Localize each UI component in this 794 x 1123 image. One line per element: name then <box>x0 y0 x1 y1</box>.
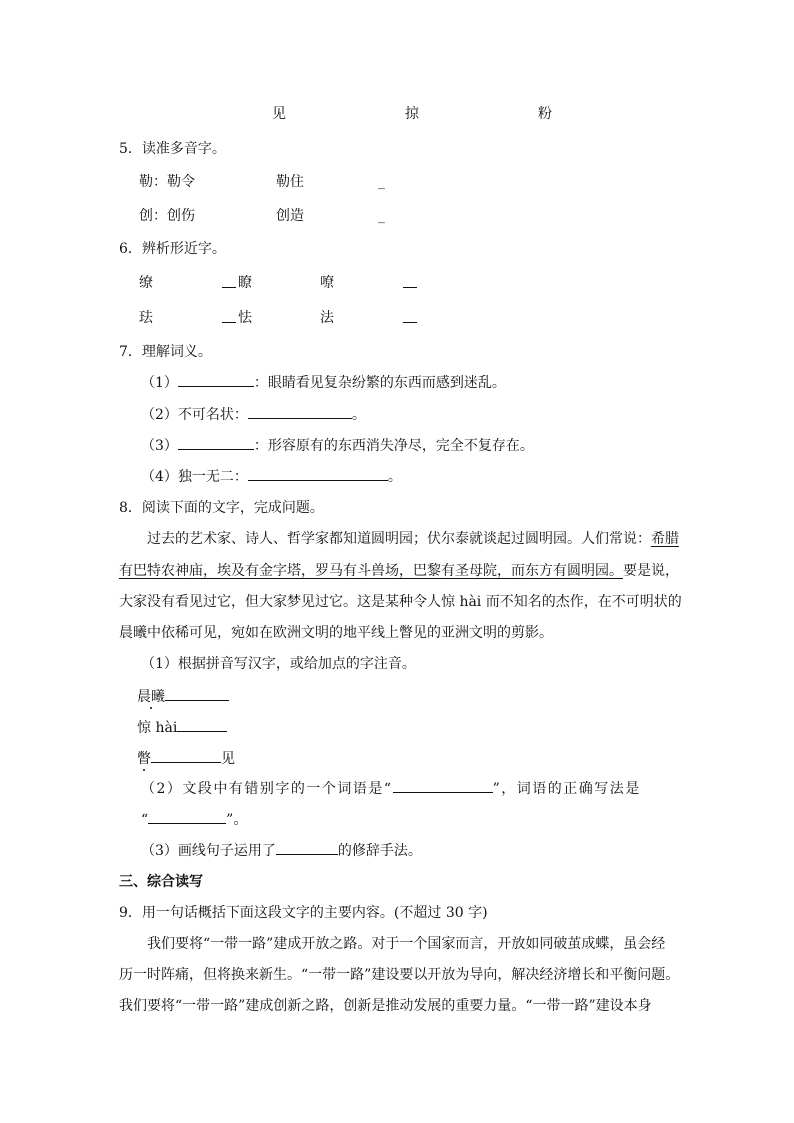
q5-r1-b: 勒住 <box>276 174 304 190</box>
q5-r1-c: _ <box>378 174 385 190</box>
q7-item-1-text: ：眼睛看见复杂纷繁的东西而感到迷乱。 <box>253 375 506 391</box>
top-char-3: 粉 <box>538 106 552 122</box>
q8-word-1-text: 晨曦 <box>137 689 165 705</box>
q8-word-3 <box>137 748 235 769</box>
q5-r1-a: 勒：勒令 <box>139 174 195 190</box>
q8-word-3-end: 见 <box>221 751 235 767</box>
q5-r2-a: 创：创伤 <box>139 208 195 224</box>
q6-r1-b: 瞭 <box>238 275 252 291</box>
q8-sub3-a: （3）画线句子运用了 <box>141 843 276 859</box>
q7-item-3-text: ：形容原有的东西消失净尽，完全不复存在。 <box>253 438 534 454</box>
q8-sub1: （1）根据拼音写汉字，或给加点的字注音。 <box>141 656 416 672</box>
q8-word-1-blank <box>165 686 229 701</box>
q8-word-2-blank <box>177 717 227 732</box>
q9-passage-line-3: 我们要将“一带一路”建成创新之路，创新是推动发展的重要力量。“一带一路”建设本身 <box>119 998 652 1014</box>
q8-word-1 <box>137 686 229 707</box>
q7-item-1 <box>141 372 506 393</box>
q7-item-3-blank <box>178 435 254 450</box>
q8-sub2-blank-2 <box>148 809 226 824</box>
q8-word-2-pinyin: hài <box>155 720 178 736</box>
q8-word-3-blank <box>151 748 221 763</box>
q7-item-2-text: 。 <box>351 407 366 423</box>
q7-item-4 <box>141 466 402 487</box>
q8-word-2 <box>137 717 227 738</box>
top-char-2: 掠 <box>405 106 419 122</box>
q8-p1-underlined: 希腊 <box>651 531 679 547</box>
q8-sub2-b: ”，词语的正确写法是 <box>492 781 641 797</box>
q6-title: 6．辨析形近字。 <box>119 241 226 257</box>
q8-p2-end: 要是说， <box>623 563 679 579</box>
q8-passage-line-4: 晨曦中依稀可见，宛如在欧洲文明的地平线上瞥见的亚洲文明的剪影。 <box>119 625 553 641</box>
q6-r1-c: 嘹 <box>320 275 334 291</box>
q9-title: 9．用一句话概括下面这段文字的主要内容。(不超过 30 字) <box>119 905 488 921</box>
q8-passage-line-3: 大家没有看见过它，但大家梦见过它。这是某种令人惊 hài 而不知名的杰作，在不可明状的 <box>119 594 682 610</box>
top-char-1: 见 <box>272 106 286 122</box>
q7-item-4-blank <box>248 466 388 481</box>
q6-r2-c: 法 <box>320 310 334 326</box>
section-3-heading: 三、综合读写 <box>119 874 203 890</box>
q9-passage-line-2: 历一时阵痛，但将换来新生。“一带一路”建设要以开放为导向，解决经济增长和平衡问题。 <box>119 967 680 983</box>
q7-item-3-num: （3） <box>141 438 178 454</box>
q7-item-2 <box>141 404 366 425</box>
q9-passage-line-1: 我们要将“一带一路”建成开放之路。对于一个国家而言，开放如同破茧成蝶，虽会经 <box>147 936 666 952</box>
q8-word-2-char: 惊 <box>137 720 151 736</box>
q8-sub2-line-2 <box>141 809 247 830</box>
q8-passage-line-2 <box>119 561 679 581</box>
q7-item-1-blank <box>178 372 254 387</box>
q7-item-2-num: （2）不可名状： <box>141 407 248 423</box>
q8-sub2-d: ”。 <box>226 812 248 828</box>
q8-sub2-a: （2）文段中有错别字的一个词语是“ <box>141 781 393 797</box>
q7-item-3 <box>141 435 534 456</box>
q7-item-1-num: （1） <box>141 375 178 391</box>
q8-sub2-line-1 <box>141 778 641 799</box>
q6-r1-a: 缭 <box>139 275 153 291</box>
q5-title: 5．读准多音字。 <box>119 141 226 157</box>
q7-item-4-text: 。 <box>387 469 402 485</box>
q8-title: 8．阅读下面的文字，完成问题。 <box>119 500 324 516</box>
q8-sub2-blank-1 <box>393 778 493 793</box>
q5-r2-c: _ <box>378 208 385 224</box>
q8-sub3 <box>141 840 422 861</box>
q8-sub2-c: “ <box>141 812 149 828</box>
q8-sub3-b: 的修辞手法。 <box>337 843 422 859</box>
q8-p1-start: 过去的艺术家、诗人、哲学家都知道圆明园；伏尔泰就谈起过圆明园。人们常说： <box>147 531 651 547</box>
q5-r2-b: 创造 <box>276 208 304 224</box>
q6-r1-blank2 <box>403 273 417 294</box>
q7-item-2-blank <box>248 404 352 419</box>
q6-r2-blank2 <box>403 308 417 329</box>
q6-r2-b: 怯 <box>238 310 252 326</box>
q6-r2-blank1 <box>222 308 236 329</box>
q7-title: 7．理解词义。 <box>119 344 212 360</box>
q8-passage-line-1 <box>147 529 679 549</box>
q8-p2-underlined: 有巴特农神庙，埃及有金字塔，罗马有斗兽场，巴黎有圣母院，而东方有圆明园。 <box>119 563 623 579</box>
q6-r2-a: 珐 <box>139 310 153 326</box>
q6-r1-blank1 <box>222 273 236 294</box>
q7-item-4-num: （4）独一无二： <box>141 469 248 485</box>
q8-sub3-blank <box>276 840 338 855</box>
q8-word-3-char: 瞥 <box>137 751 151 767</box>
